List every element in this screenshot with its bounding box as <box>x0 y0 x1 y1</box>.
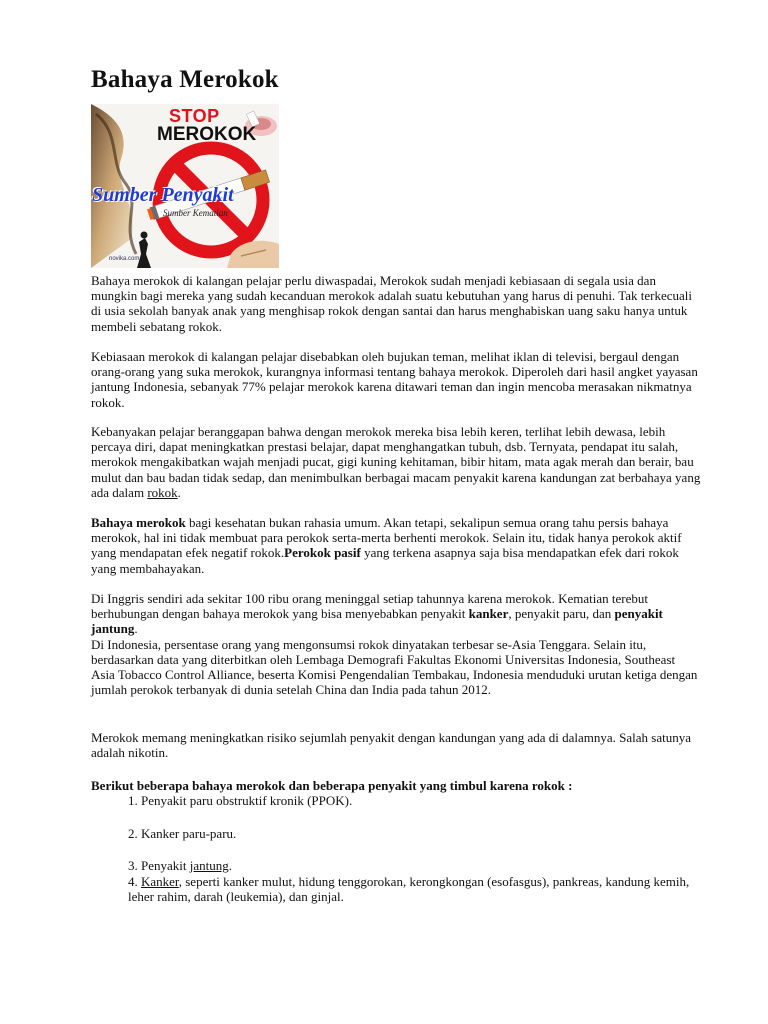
paragraph-5 <box>91 591 701 697</box>
paragraph-4 <box>91 515 701 576</box>
list-item-3 <box>128 858 698 873</box>
list-item-3-end: . <box>228 858 232 873</box>
paragraph-1: Bahaya merokok di kalangan pelajar perlu diwaspadai, Merokok sudah menjadi kebiasaan di segala usia dan mungkin bagi mereka yang sudah kecanduan merokok adalah suatu kebutuhan yang harus di penuhi. Tak terkecuali di usia sekolah banyak anak yang menghisap rokok dengan santai dan harus menghabiskan uang saku hanya untuk membeli sebatang rokok. <box>91 273 692 334</box>
poster-stop-text: STOP <box>169 106 220 126</box>
bahaya-merokok-bold: Bahaya merokok <box>91 515 186 530</box>
paragraph-5-text-4: Di Indonesia, persentase orang yang mengonsumsi rokok dinyatakan terbesar se-Asia Tenggara. Selain itu, berdasarkan data yang diterbitkan oleh Lembaga Demografi Fakultas Ekonomi Universitas Indonesia, Southeast Asia Tobacco Control Alliance, beserta Komisi Pengendalian Tembakau, Indonesia menduduki urutan ketiga dengan jumlah perokok terbanyak di dunia setelah China dan India pada tahun 2012. <box>91 636 698 698</box>
list-item-2: 2. Kanker paru-paru. <box>128 826 237 841</box>
list-item-4 <box>128 874 698 904</box>
paragraph-3 <box>91 424 701 500</box>
poster-merokok-text: MEROKOK <box>157 124 257 145</box>
perokok-pasif-bold: Perokok pasif <box>284 545 361 561</box>
paragraph-2: Kebiasaan merokok di kalangan pelajar disebabkan oleh bujukan teman, melihat iklan di televisi, bergaul dengan orang-orang yang suka merokok, kurangnya informasi tentang bahaya merokok. Diperoleh dari hasil angket yayasan jantung Indonesia, sebanyak 77% pelajar merokok karena ditawari teman dan ingin mencoba merasakan nikmatnya rokok. <box>91 349 698 410</box>
jantung-link[interactable]: jantung <box>189 858 229 873</box>
list-item-1: 1. Penyakit paru obstruktif kronik (PPOK). <box>128 793 353 808</box>
paragraph-6: Merokok memang meningkatkan risiko sejumlah penyakit dengan kandungan yang ada di dalamnya. Salah satunya adalah nikotin. <box>91 730 692 761</box>
paragraph-4-text-2: yang terkena asapnya saja bisa mendapatkan efek dari rokok yang membahayakan. <box>91 545 679 576</box>
paragraph-5-text-3: . <box>134 621 138 637</box>
paragraph-4-text-1: bagi kesehatan bukan rahasia umum. Akan tetapi, sekalipun semua orang tahu persis bahaya merokok, hal ini tidak membuat para perokok serta-merta berhenti merokok. Selain itu, tidak hanya perokok aktif yang mendapatan efek negatif rokok. <box>91 515 682 561</box>
kanker-bold: kanker <box>468 606 509 622</box>
poster-sumber-penyakit-text: Sumber Penyakit <box>92 184 234 206</box>
page-title: Bahaya Merokok <box>91 66 279 93</box>
rokok-link[interactable]: rokok <box>147 484 178 500</box>
paragraph-3-end: . <box>177 484 181 500</box>
poster-sumber-kematian-text: Sumber Kematian <box>163 208 228 218</box>
stop-smoking-poster <box>91 104 279 268</box>
paragraph-5-text-2: , penyakit paru, dan <box>508 606 615 622</box>
list-item-4-number: 4. <box>128 874 141 889</box>
paragraph-3-text: Kebanyakan pelajar beranggapan bahwa dengan merokok mereka bisa lebih keren, terlihat lebih dewasa, lebih percaya diri, dapat meningkatkan prestasi belajar, dapat menghangatkan tubuh, dsb. Ternyata, pendapat itu salah, merokok mengakibatkan wajah menjadi pucat, gigi kuning kehitaman, bibir hitam, mata agak merah dan berair, bau mulut dan bau badan tidak sedap, dan menimbulkan berbagai macam penyakit karena kandungan zat berbahaya yang ada dalam <box>91 424 701 500</box>
penyakit-jantung-bold: penyakit jantung <box>91 606 663 637</box>
kanker-link[interactable]: Kanker <box>141 874 179 889</box>
list-item-4-text: , seperti kanker mulut, hidung tenggorokan, kerongkongan (esofasgus), pankreas, kandung kemih, leher rahim, darah (leukemia), dan ginjal. <box>128 874 690 905</box>
poster-credit-text: novika.com <box>109 256 140 262</box>
list-heading: Berikut beberapa bahaya merokok dan beberapa penyakit yang timbul karena rokok : <box>91 778 573 793</box>
paragraph-5-text-1: Di Inggris sendiri ada sekitar 100 ribu orang meninggal setiap tahunnya karena merokok. Kematian terebut berhubungan dengan bahaya merokok yang bisa menyebabkan penyakit <box>91 591 649 622</box>
list-item-3-text: 3. Penyakit <box>128 858 190 873</box>
